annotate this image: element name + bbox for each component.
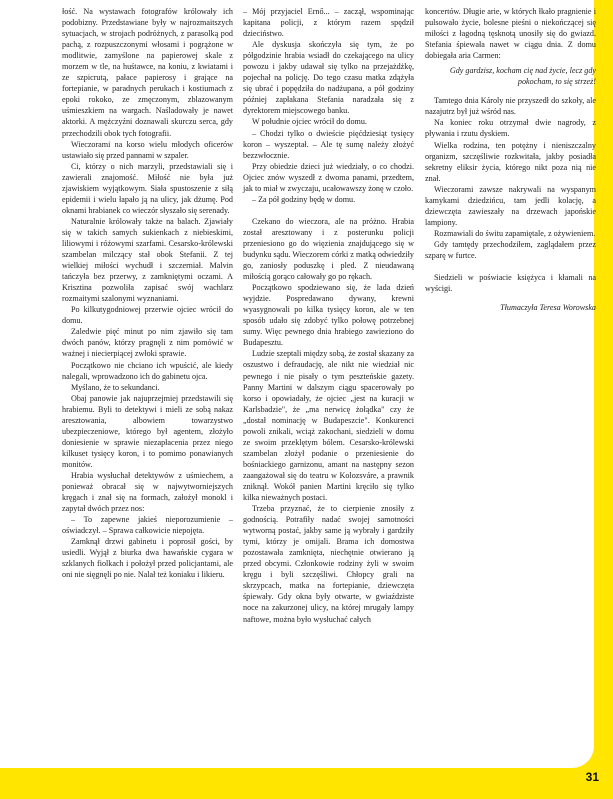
paragraph: Początkowo spodziewano się, że lada dzień wyjdzie. Pospredawano dywany, krewni wyasygnowali po kilka tysięcy koron, ale w ten sposób udało się zdobyć tylko połowę potrzebnej sumy. Więc pewnego dnia hrabiego zawieziono do Budapesztu. xyxy=(243,283,414,348)
paragraph: – Mój przyjaciel Ernő... – zaczął, wspominając kapitana policji, z którym razem spędził dzieciństwo. xyxy=(243,7,414,39)
paragraph: Obaj panowie jak najuprzejmiej przedstawili się hrabiemu. Byli to detektywi i mieli ze sobą nakaz aresztowania, albowiem towarzystwo ubezpieczeniowe, którego był agentem, złożyło doniesienie w sprawie niezapłacenia przez niego kilkuset tysięcy koron, i to pomimo ponawianych monitów. xyxy=(62,393,233,469)
paragraph: łość. Na wystawach fotografów królowały ich podobizny. Przedstawiane były w najrozmaitszych sytuacjach, w strojach podróżnych, z parasolką pod pachą, z rozpuszczonymi włosami i pogrążone w modlitwie, zamyślone na papierowej skale z morzem w tle, na huśtawce, na koniu, z kwiatami i ze szpicrutą, pałace papierosy i grające na fortepianie, w paradnych perukach i kostiumach z epoki rokoko, ze zmęczonym, zblazowanym uśmieszkiem na wargach. Naśladowały je nawet aktorki. A mężczyźni doznawali skurczu serca, gdy przechodzili obok tych fotografii. xyxy=(62,7,233,138)
paragraph: koncertów. Długie arie, w których łkało pragnienie i pulsowało życie, bolesne pieśni o niekończącej się miłości z łagodną tęsknotą unosiły się do gwiazd. Stefania śpiewała nawet w ciągu dnia. Z domu dobiegała aria Carmen: xyxy=(425,7,596,61)
translator-credit: Tłumaczyła Teresa Worowska xyxy=(500,303,596,313)
paragraph: Wieczorami zawsze nakrywali na wyspanym kamykami dziedzińcu, tam jedli kolację, a dziewczęta zawieszały na drzewach japońskie lampiony. xyxy=(425,184,596,227)
paragraph: Rozmawiali do świtu zapamiętale, z ożywieniem. xyxy=(434,228,596,238)
paragraph: Na koniec roku otrzymał dwie nagrody, z pływania i rzutu dyskiem. xyxy=(425,118,596,139)
text-column-3 xyxy=(425,6,596,313)
paragraph: Początkowo nie chciano ich wpuścić, ale kiedy nalegali, wprowadzono ich do gabinetu ojca. xyxy=(62,360,233,381)
paragraph: – Chodzi tylko o dwieście pięćdziesiąt tysięcy koron – wyszeptał. – Ale tę sumę należy złożyć bezzwłocznie. xyxy=(243,128,414,160)
paragraph: Tamtego dnia Károly nie przyszedł do szkoły, ale nazajutrz był już wśród nas. xyxy=(425,96,596,117)
paragraph: Ci, którzy o nich marzyli, przedstawiali się i zawierali znajomość. Miłość nie była już zjawiskiem wyjątkowym. Siała spustoszenie z siłą epidemii i wielu łapało ją na ulicy, jak dżumę. Pod oknami hrabianek co wieczór słyszało się serenady. xyxy=(62,161,233,215)
paragraph: – To zapewne jakieś nieporozumienie – oświadczył. – Sprawa całkowicie niepojęta. xyxy=(62,515,233,536)
paragraph: Ludzie szeptali między sobą, że został skazany za oszustwo i defraudację, ale nikt nie wiedział nic pewnego i nie pisały o tym peszteńskie gazety. Panny Martini w dalszym ciągu spacerowały po korso i opowiadały, że ojciec „jest na kuracji w Karlsbadzie", że „ma nerwicę żołądka" czy że „dostał nominację w Budapeszcie". Konkurenci powoli znikali, wciąż zakochani, siedzieli w domu ze swoim przeklętym bólem. Cesarsko-królewski szambelan złożył podanie o przeniesienie do bośniackiego garnizonu, amant na następny sezon zaangażował się do teatru w Kolozsváre, a prawnik zniknął. Wokół panien Martini kręciło się tylko kilka nieważnych postaci. xyxy=(243,349,414,503)
paragraph: – Za pół godziny będę w domu. xyxy=(252,194,356,204)
paragraph: Trzeba przyznać, że to cierpienie znosiły z godnością. Potrafiły nadać swojej samotności wytworną postać, jakby same ją wybrały i gardziły tymi, którzy je omijali. Brama ich domostwa pozostawała zamknięta, niechętnie otwierano ją przed obcymi. Członkowie rodziny żyli w swoim kręgu i byli szczęśliwi. Chłopcy grali na skrzypcach, matka na fortepianie, dziewczęta śpiewały. Gdy okna były otwarte, w gwiaździste noce na zakurzonej ulicy, na której mrugały lampy naftowe, można było wysłuchać całych xyxy=(243,504,414,624)
paragraph: Wieczorami na korso wielu młodych oficerów ustawiało się przed pannami w szpaler. xyxy=(62,139,233,160)
paragraph: Siedzieli w poświacie księżyca i kłamali na wyścigi. xyxy=(425,273,596,294)
paragraph: Myślano, że to sekundanci. xyxy=(71,382,160,392)
verse-quote: Gdy gardzisz, kocham cię nad życie, lecz gdy pokocham, to się strzeż! xyxy=(449,66,596,87)
text-column-1 xyxy=(62,6,233,580)
paragraph: Naturalnie królowały także na balach. Zjawiały się w takich samych sukienkach z niebieskimi, liliowymi i różowymi szarfami. Cesarsko-królewski szambelan milczący stał obok Stefanii. Z tej wielkiej miłości wychudł i szczerniał. Malvin tańczyła bez przerwy, z zamkniętymi oczami. A Krisztina pozwoliła zapisać swój wachlarz rozmaitymi szalonymi wyznaniami. xyxy=(62,216,233,304)
page-number: 31 xyxy=(585,770,599,784)
text-column-2 xyxy=(243,6,414,625)
paragraph: Hrabia wysłuchał detektywów z uśmiechem, a ponieważ obracał się w najwytworniejszych kręgach i znał się na formach, założył monokl i zapytał dwóch przez nos: xyxy=(62,470,233,514)
paragraph: Zaledwie pięć minut po nim zjawiło się tam dwóch panów, którzy pragnęli z nim pomówić w ważnej i niecierpiącej zwłoki sprawie. xyxy=(62,327,233,359)
paragraph: Ale dyskusja skończyła się tym, że po półgodzinie hrabia wsiadł do czekającego na ulicy powozu i jakby udawał się tylko na przejażdżkę, pojechał na policję. Do tego czasu matka zdążyła się ubrać i popędziła do nadżupana, a pół godziny później zapłakana Stefania naradzała się z dyrektorem miejscowego banku. xyxy=(243,40,414,116)
paragraph: Po kilkutygodniowej przerwie ojciec wrócił do domu. xyxy=(62,305,233,326)
paragraph: Gdy tamtędy przechodziłem, zaglądałem przez szparę w furtce. xyxy=(425,239,596,260)
paragraph: Zamknął drzwi gabinetu i poprosił gości, by usiedli. Wyjął z biurka dwa hawańskie cygara w szklanych fiolkach i położył przed policjantami, ale oni nie sięgnęli po nie. Nalał też koniaku i likieru. xyxy=(62,537,233,580)
paragraph: W południe ojciec wrócił do domu. xyxy=(252,117,367,127)
paragraph: Wielka rodzina, ten potężny i nieniszczalny organizm, szczęśliwie rozkwitała, jakby posiadła sekretny eliksir życia, którego nikt poza nią nie znał. xyxy=(425,140,596,183)
paragraph: Przy obiedzie dzieci już wiedziały, o co chodzi. Ojciec znów wyszedł z dwoma panami, przedtem, jak to miał w zwyczaju, ucałowawszy żonę w czoło. xyxy=(243,161,414,193)
paragraph: Czekano do wieczora, ale na próżno. Hrabia został aresztowany i z posterunku policji przeniesiono go do więzienia znajdującego się w budynku sądu. Wieczorem córki z matką odwiedziły go, zaniosły poduszkę i pled. Z nieudawaną miłością gorąco całowały go po rękach. xyxy=(243,216,414,282)
